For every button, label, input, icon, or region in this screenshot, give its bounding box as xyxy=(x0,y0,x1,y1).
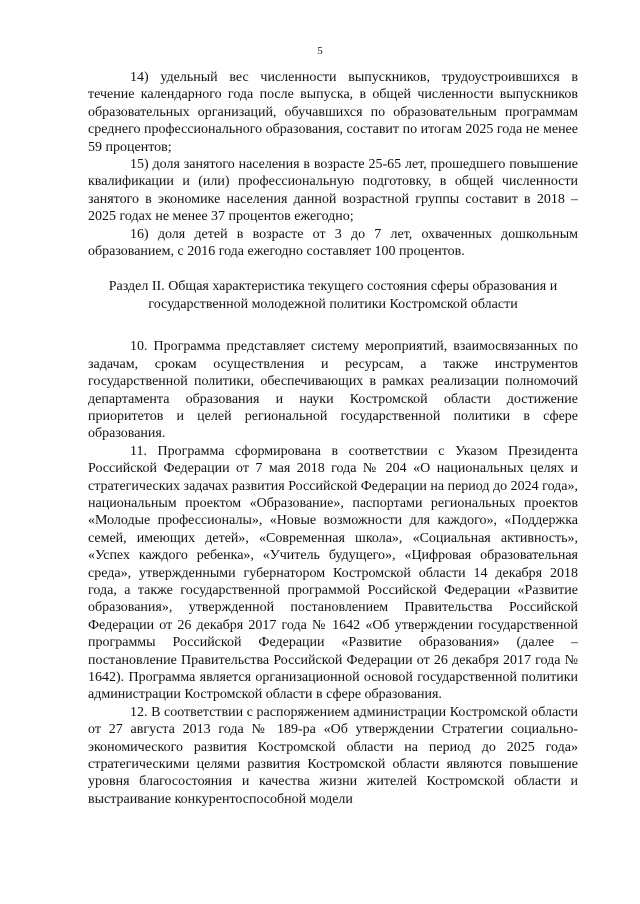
paragraph-10: 10. Программа представляет систему мероприятий, взаимосвязанных по задачам, срокам осуществления и ресурсам, а также инструментов государственной политики, обеспечивающих в рамках реализации полномочий департамента образования и науки Костромской области достижение приоритетов и целей региональной государственной политики в сфере образования. xyxy=(88,339,578,442)
section-heading xyxy=(88,278,578,313)
page-number: 5 xyxy=(317,45,323,57)
section-heading-line-1: Раздел II. Общая характеристика текущего состояния сферы образования и xyxy=(108,279,558,295)
document-body xyxy=(88,69,578,808)
list-item-15: 15) доля занятого населения в возрасте 25-65 лет, прошедшего повышение квалификации и (или) профессиональную подготовку, в общей численности занятого в экономике населения данной возрастной группы составит в 2018 – 2025 годах не менее 37 процентов ежегодно; xyxy=(88,157,578,225)
paragraph-12: 12. В соответствии с распоряжением администрации Костромской области от 27 августа 2013 года № 189-ра «Об утверждении Стратегии социально-экономического развития Костромской области на период до 2025 года» стратегическими целями развития Костромской области являются повышение уровня благосостояния и качества жизни жителей Костромской области и выстраивание конкурентоспособной модели xyxy=(88,704,578,807)
section-heading-line-2: государственной молодежной политики Костромской области xyxy=(148,296,518,312)
paragraph-11: 11. Программа сформирована в соответствии с Указом Президента Российской Федерации от 7 мая 2018 года № 204 «О национальных целях и стратегических задачах развития Российской Федерации на период до 2024 года», национальным проектом «Образование», паспортами региональных проектов «Молодые профессионалы», «Новые возможности для каждого», «Поддержка семей, имеющих детей», «Современная школа», «Социальная активность», «Успех каждого ребенка», «Учитель будущего», «Цифровая образовательная среда», утвержденными губернатором Костромской области 14 декабря 2018 года, а также государственной программой Российской Федерации «Развитие образования», утвержденной постановлением Правительства Российской Федерации от 26 декабря 2017 года № 1642 «Об утверждении государственной программы Российской Федерации «Развитие образования» (далее – постановление Правительства Российской Федерации от 26 декабря 2017 года № 1642). Программа является организационной основой государственной политики администрации Костромской области в сфере образования. xyxy=(88,443,578,703)
list-item-14: 14) удельный вес численности выпускников, трудоустроившихся в течение календарного года после выпуска, в общей численности выпускников образовательных организаций, обучавшихся по образовательным программам среднего профессионального образования, составит по итогам 2025 года не менее 59 процентов; xyxy=(88,70,578,155)
list-item-16: 16) доля детей в возрасте от 3 до 7 лет, охваченных дошкольным образованием, с 2016 года ежегодно составляет 100 процентов. xyxy=(88,226,578,260)
